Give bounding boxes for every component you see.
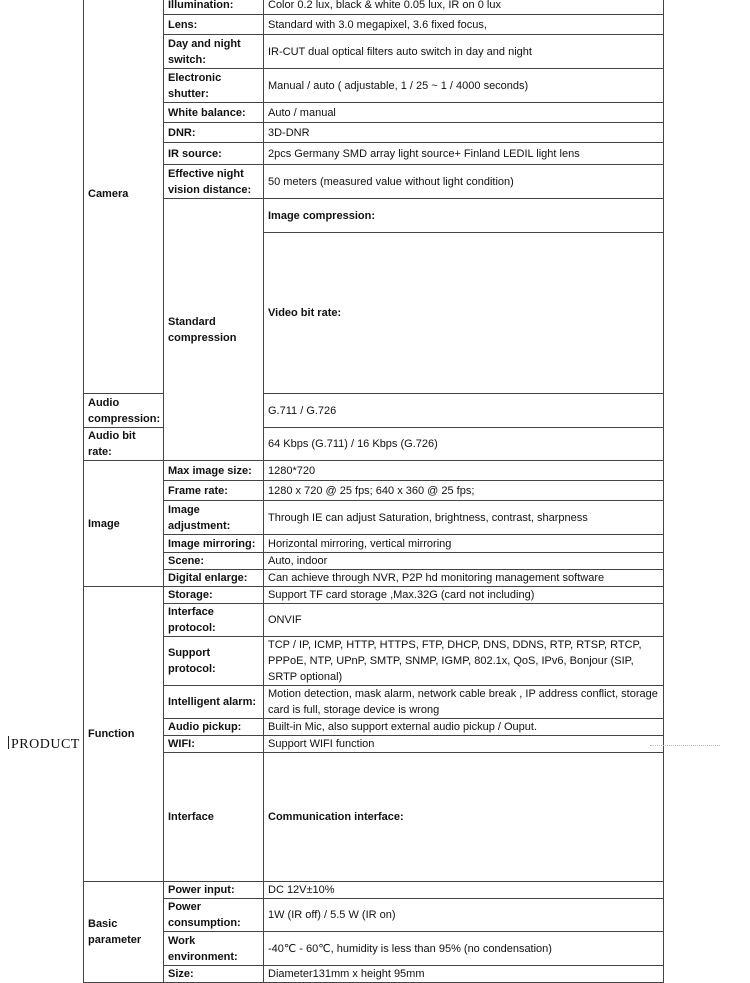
spec-label: Digital enlarge: (164, 570, 264, 587)
spec-label: Storage: (164, 587, 264, 604)
spec-row (84, 143, 664, 165)
spec-table-body (84, 0, 664, 983)
spec-value: 2pcs Germany SMD array light source+ Finland LEDIL light lens (264, 143, 664, 165)
spec-label: Frame rate: (164, 481, 264, 501)
spec-row (84, 637, 664, 686)
spec-value: Standard with 3.0 megapixel, 3.6 fixed focus, (264, 15, 664, 35)
spec-label: Communication interface: (264, 753, 664, 882)
spec-label: Lens: (164, 15, 264, 35)
spec-value: Support TF card storage ,Max.32G (card not including) (264, 587, 664, 604)
spec-row (84, 966, 664, 983)
section-heading-text: PRODUCT (11, 737, 80, 752)
spec-label: Audio pickup: (164, 719, 264, 736)
spec-value: Through IE can adjust Saturation, brightness, contrast, sharpness (264, 501, 664, 535)
spec-row (84, 481, 664, 501)
spec-value: G.711 / G.726 (264, 394, 664, 428)
spec-row (84, 165, 664, 199)
spec-value: 64 Kbps (G.711) / 16 Kbps (G.726) (264, 428, 664, 461)
spec-value: Color 0.2 lux, black & white 0.05 lux, IR on 0 lux (264, 0, 664, 15)
spec-row (84, 123, 664, 143)
spec-value: Diameter131mm x height 95mm (264, 966, 664, 983)
spec-label: Scene: (164, 553, 264, 570)
spec-table (83, 0, 664, 983)
spec-value: Support WIFI function (264, 736, 664, 753)
spec-row (84, 103, 664, 123)
spec-label: Image mirroring: (164, 535, 264, 553)
spec-label: Image adjustment: (164, 501, 264, 535)
spec-row (84, 0, 664, 15)
spec-label: IR source: (164, 143, 264, 165)
spec-label: DNR: (164, 123, 264, 143)
spec-value: Built-in Mic, also support external audio pickup / Ouput. (264, 719, 664, 736)
spec-row (84, 535, 664, 553)
spec-value: Auto, indoor (264, 553, 664, 570)
page-edge-mark (650, 745, 720, 748)
spec-value: TCP / IP, ICMP, HTTP, HTTPS, FTP, DHCP, DNS, DDNS, RTP, RTSP, RTCP, PPPoE, NTP, UPnP, SMTP, SNMP, IGMP, 802.1x, QoS, IPv6, Bonjour (SIP, SRTP optional) (264, 637, 664, 686)
spec-value: 1W (IR off) / 5.5 W (IR on) (264, 899, 664, 932)
spec-label: Audio bit rate: (84, 428, 164, 461)
category-cell: Basic parameter (84, 882, 164, 983)
spec-label: Power input: (164, 882, 264, 899)
spec-label: Intelligent alarm: (164, 686, 264, 719)
spec-value: 3D-DNR (264, 123, 664, 143)
spec-value: 1280 x 720 @ 25 fps; 640 x 360 @ 25 fps; (264, 481, 664, 501)
spec-row (84, 461, 664, 481)
spec-value: 50 meters (measured value without light condition) (264, 165, 664, 199)
spec-value: DC 12V±10% (264, 882, 664, 899)
spec-row (84, 882, 664, 899)
spec-value: 1280*720 (264, 461, 664, 481)
spec-value: Motion detection, mask alarm, network cable break , IP address conflict, storage card is full, storage device is wrong (264, 686, 664, 719)
spec-label: Work environment: (164, 932, 264, 966)
spec-row (84, 15, 664, 35)
category-cell: Image (84, 461, 164, 587)
spec-label: Interface protocol: (164, 604, 264, 637)
spec-label: Max image size: (164, 461, 264, 481)
category-cell: Function (84, 587, 164, 882)
spec-label: WIFI: (164, 736, 264, 753)
spec-value: Manual / auto ( adjustable, 1 / 25 ~ 1 / 4000 seconds) (264, 69, 664, 103)
spec-label: White balance: (164, 103, 264, 123)
spec-row (84, 719, 664, 736)
spec-value: Horizontal mirroring, vertical mirroring (264, 535, 664, 553)
spec-row (84, 753, 664, 882)
spec-label: Effective night vision distance: (164, 165, 264, 199)
spec-row (84, 604, 664, 637)
spec-row (84, 587, 664, 604)
category-cell: Standard compression (164, 199, 264, 461)
spec-value: IR-CUT dual optical filters auto switch in day and night (264, 35, 664, 69)
spec-row (84, 501, 664, 535)
spec-row (84, 686, 664, 719)
spec-row (84, 199, 664, 233)
spec-value: Auto / manual (264, 103, 664, 123)
heading-bar (8, 736, 9, 749)
spec-value: Can achieve through NVR, P2P hd monitoring management software (264, 570, 664, 587)
spec-row (84, 69, 664, 103)
spec-label: Video bit rate: (264, 233, 664, 394)
spec-value: -40℃ - 60℃, humidity is less than 95% (no condensation) (264, 932, 664, 966)
spec-value: ONVIF (264, 604, 664, 637)
spec-row (84, 35, 664, 69)
spec-label: Illumination: (164, 0, 264, 15)
spec-label: Power consumption: (164, 899, 264, 932)
spec-row (84, 553, 664, 570)
category-cell: Camera (84, 0, 164, 394)
spec-label: Size: (164, 966, 264, 983)
spec-label: Image compression: (264, 199, 664, 233)
spec-label: Electronic shutter: (164, 69, 264, 103)
spec-label: Day and night switch: (164, 35, 264, 69)
category-cell: Interface (164, 753, 264, 882)
spec-row (84, 899, 664, 932)
spec-row (84, 932, 664, 966)
spec-label: Audio compression: (84, 394, 164, 428)
spec-row (84, 570, 664, 587)
spec-label: Support protocol: (164, 637, 264, 686)
